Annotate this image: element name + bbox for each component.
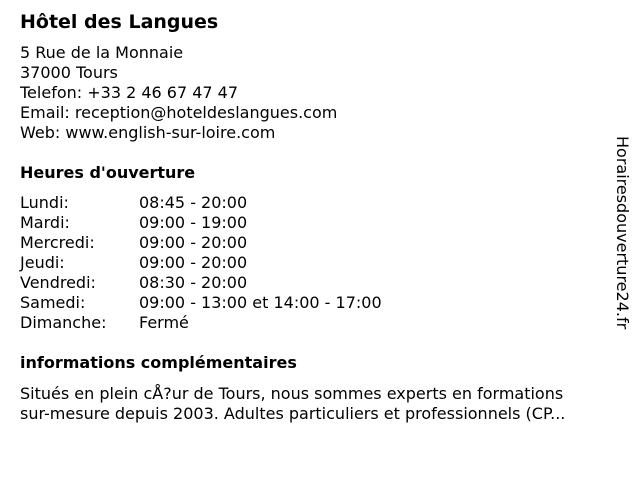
info-text-line-2: sur-mesure depuis 2003. Adultes particuliers et professionnels (CP...: [20, 404, 566, 423]
hours-time: 09:00 - 20:00: [139, 253, 248, 272]
web-line: Web: www.english-sur-loire.com: [20, 123, 276, 142]
phone-line: Telefon: +33 2 46 67 47 47: [20, 83, 239, 102]
business-name: Hôtel des Langues: [20, 11, 219, 33]
email-line: Email: reception@hoteldeslangues.com: [20, 103, 338, 122]
hours-day: Dimanche:: [20, 313, 107, 332]
hours-day: Lundi:: [20, 193, 69, 212]
address-line-1: 5 Rue de la Monnaie: [20, 43, 184, 62]
hours-day: Samedi:: [20, 293, 86, 312]
hours-day: Mardi:: [20, 213, 70, 232]
hours-heading: Heures d'ouverture: [20, 163, 196, 182]
info-text-line-1: Situés en plein cÅ?ur de Tours, nous sommes experts en formations: [20, 384, 564, 403]
hours-time: 08:30 - 20:00: [139, 273, 248, 292]
hours-time: 09:00 - 13:00 et 14:00 - 17:00: [139, 293, 382, 312]
hours-time: 09:00 - 19:00: [139, 213, 248, 232]
hours-day: Mercredi:: [20, 233, 95, 252]
hours-time: Fermé: [139, 313, 189, 332]
hours-time: 08:45 - 20:00: [139, 193, 248, 212]
hours-time: 09:00 - 20:00: [139, 233, 248, 252]
hours-day: Vendredi:: [20, 273, 96, 292]
hours-day: Jeudi:: [20, 253, 65, 272]
site-watermark: Horairesdouverture24.fr: [613, 136, 632, 330]
address-line-2: 37000 Tours: [20, 63, 118, 82]
info-heading: informations complémentaires: [20, 353, 297, 372]
